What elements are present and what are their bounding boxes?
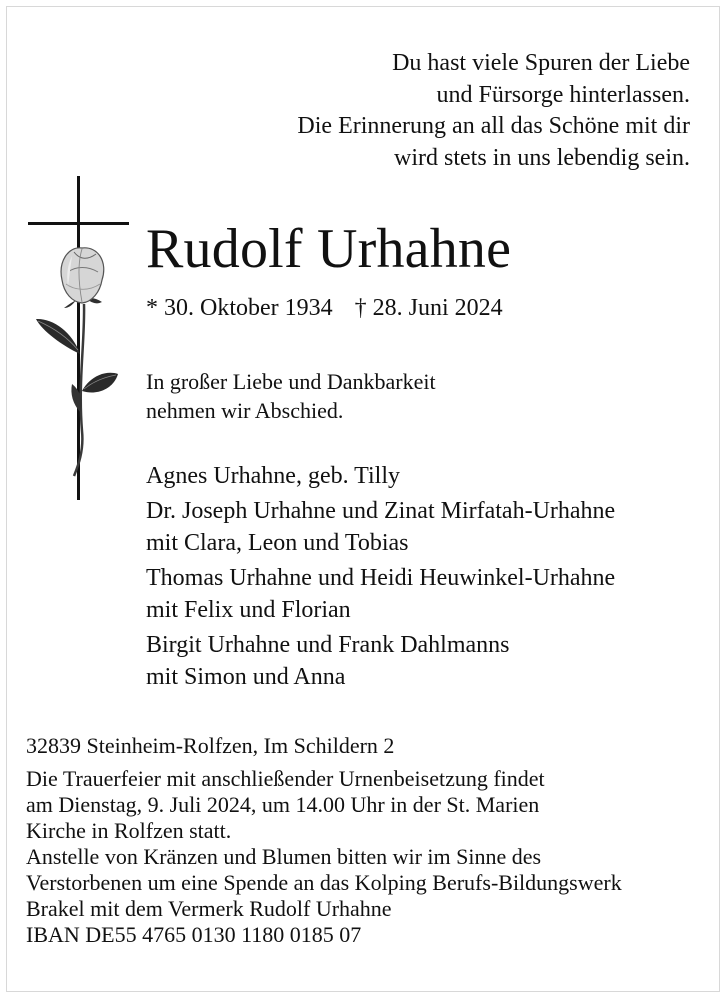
family-line: mit Clara, Leon und Tobias bbox=[146, 530, 409, 556]
cross-with-rose-illustration bbox=[28, 176, 132, 500]
life-dates bbox=[146, 292, 503, 324]
death-date: † 28. Juni 2024 bbox=[354, 295, 503, 321]
farewell-line: nehmen wir Abschied. bbox=[146, 398, 344, 423]
cross-icon bbox=[28, 176, 129, 500]
info-line: Verstorbenen um eine Spende an das Kolping Berufs-Bildungswerk bbox=[26, 870, 622, 895]
family-group bbox=[146, 495, 615, 559]
family-line: Birgit Urhahne und Frank Dahlmanns bbox=[146, 632, 510, 658]
family-group bbox=[146, 629, 615, 693]
family-line: Agnes Urhahne, geb. Tilly bbox=[146, 463, 400, 489]
birth-date: * 30. Oktober 1934 bbox=[146, 295, 333, 321]
info-line: am Dienstag, 9. Juli 2024, um 14.00 Uhr in der St. Marien bbox=[26, 792, 540, 817]
mourning-address: 32839 Steinheim-Rolfzen, Im Schildern 2 bbox=[26, 733, 395, 758]
info-line: Die Trauerfeier mit anschließender Urnenbeisetzung findet bbox=[26, 766, 545, 791]
info-line: IBAN DE55 4765 0130 1180 0185 07 bbox=[26, 922, 362, 947]
family-group bbox=[146, 460, 615, 492]
deceased-name: Rudolf Urhahne bbox=[146, 218, 512, 280]
quote-line: und Fürsorge hinterlassen. bbox=[436, 81, 690, 108]
farewell-line: In großer Liebe und Dankbarkeit bbox=[146, 369, 436, 394]
family-line: mit Felix und Florian bbox=[146, 597, 351, 623]
family-list bbox=[146, 460, 615, 696]
quote-line: wird stets in uns lebendig sein. bbox=[394, 144, 690, 171]
farewell-text bbox=[146, 367, 436, 425]
family-line: Dr. Joseph Urhahne und Zinat Mirfatah-Urhahne bbox=[146, 498, 616, 524]
memorial-quote bbox=[297, 48, 690, 174]
funeral-information bbox=[26, 766, 622, 948]
info-line: Brakel mit dem Vermerk Rudolf Urhahne bbox=[26, 896, 392, 921]
family-line: mit Simon und Anna bbox=[146, 664, 346, 690]
family-group bbox=[146, 562, 615, 626]
family-line: Thomas Urhahne und Heidi Heuwinkel-Urhahne bbox=[146, 565, 616, 591]
quote-line: Du hast viele Spuren der Liebe bbox=[392, 50, 690, 76]
quote-line: Die Erinnerung an all das Schöne mit dir bbox=[297, 113, 690, 139]
info-line: Anstelle von Kränzen und Blumen bitten wir im Sinne des bbox=[26, 844, 542, 869]
info-line: Kirche in Rolfzen statt. bbox=[26, 818, 232, 843]
